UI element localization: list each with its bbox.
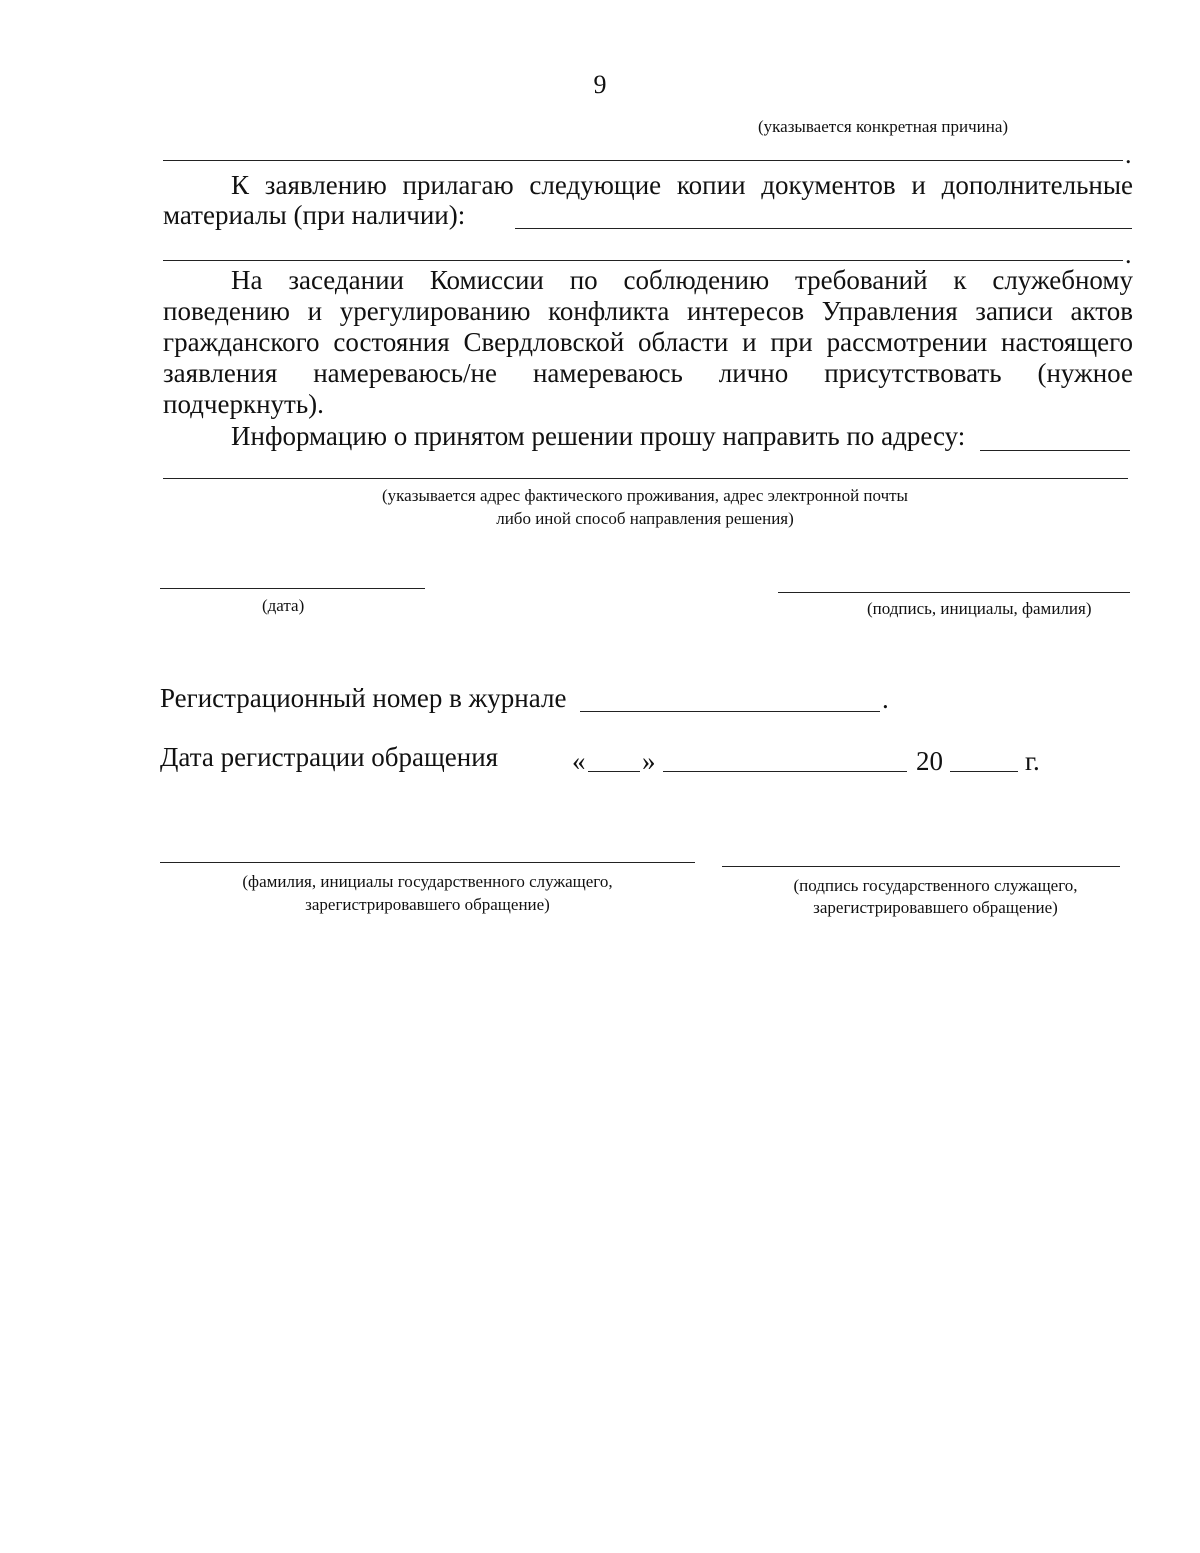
address-hint-line-2: либо иной способ направления решения) [496, 509, 794, 528]
info-line: Информацию о принятом решении прошу направить по адресу: [231, 421, 966, 451]
reason-line[interactable] [163, 160, 1123, 161]
clerk-name-line[interactable] [160, 862, 695, 863]
meeting-line-1: На заседании Комиссии по соблюдению требований к служебному [231, 265, 1133, 295]
meeting-line-5: подчеркнуть). [163, 389, 324, 419]
address-input-line-2[interactable] [163, 478, 1128, 479]
reg-date-year-prefix: 20 [916, 746, 943, 776]
reg-number-period: . [882, 684, 889, 714]
meeting-line-4: заявления намереваюсь/не намереваюсь лично присутствовать (нужное [163, 358, 1133, 388]
signature-label: (подпись, инициалы, фамилия) [867, 599, 1092, 618]
reg-date-year-line[interactable] [950, 771, 1018, 772]
date-label: (дата) [262, 596, 305, 615]
address-input-line-1[interactable] [980, 450, 1130, 451]
attach-line-period: . [1125, 240, 1132, 269]
reason-line-period: . [1125, 140, 1132, 169]
clerk-sign-line[interactable] [722, 866, 1120, 867]
attach-input-line-1[interactable] [515, 228, 1132, 229]
attach-line-2: материалы (при наличии): [163, 200, 466, 230]
clerk-sign-hint-line-1: (подпись государственного служащего, [793, 876, 1078, 895]
attach-input-line-2[interactable] [163, 260, 1123, 261]
page-number: 9 [593, 70, 607, 99]
clerk-name-hint-line-1: (фамилия, инициалы государственного служащего, [242, 872, 613, 891]
address-hint-line-1: (указывается адрес фактического проживания, адрес электронной почты [382, 486, 908, 505]
clerk-name-hint-line-2: зарегистрировавшего обращение) [305, 895, 550, 914]
date-input-line[interactable] [160, 588, 425, 589]
reg-date-day-line[interactable] [588, 771, 640, 772]
reg-number-input-line[interactable] [580, 711, 880, 712]
meeting-line-2: поведению и урегулированию конфликта интересов Управления записи актов [163, 296, 1133, 326]
reg-number-label: Регистрационный номер в журнале [160, 683, 567, 713]
attach-line-1: К заявлению прилагаю следующие копии документов и дополнительные [231, 170, 1133, 200]
clerk-sign-hint-line-2: зарегистрировавшего обращение) [813, 898, 1058, 917]
reg-date-label: Дата регистрации обращения [160, 742, 499, 772]
meeting-line-3: гражданского состояния Свердловской области и при рассмотрении настоящего [163, 327, 1133, 357]
reg-date-close-quote: » [642, 746, 656, 776]
reg-date-year-suffix: г. [1025, 746, 1040, 776]
reg-date-open-quote: « [572, 746, 586, 776]
reason-hint: (указывается конкретная причина) [758, 117, 1009, 136]
reg-date-month-line[interactable] [663, 771, 907, 772]
signature-input-line[interactable] [778, 592, 1130, 593]
